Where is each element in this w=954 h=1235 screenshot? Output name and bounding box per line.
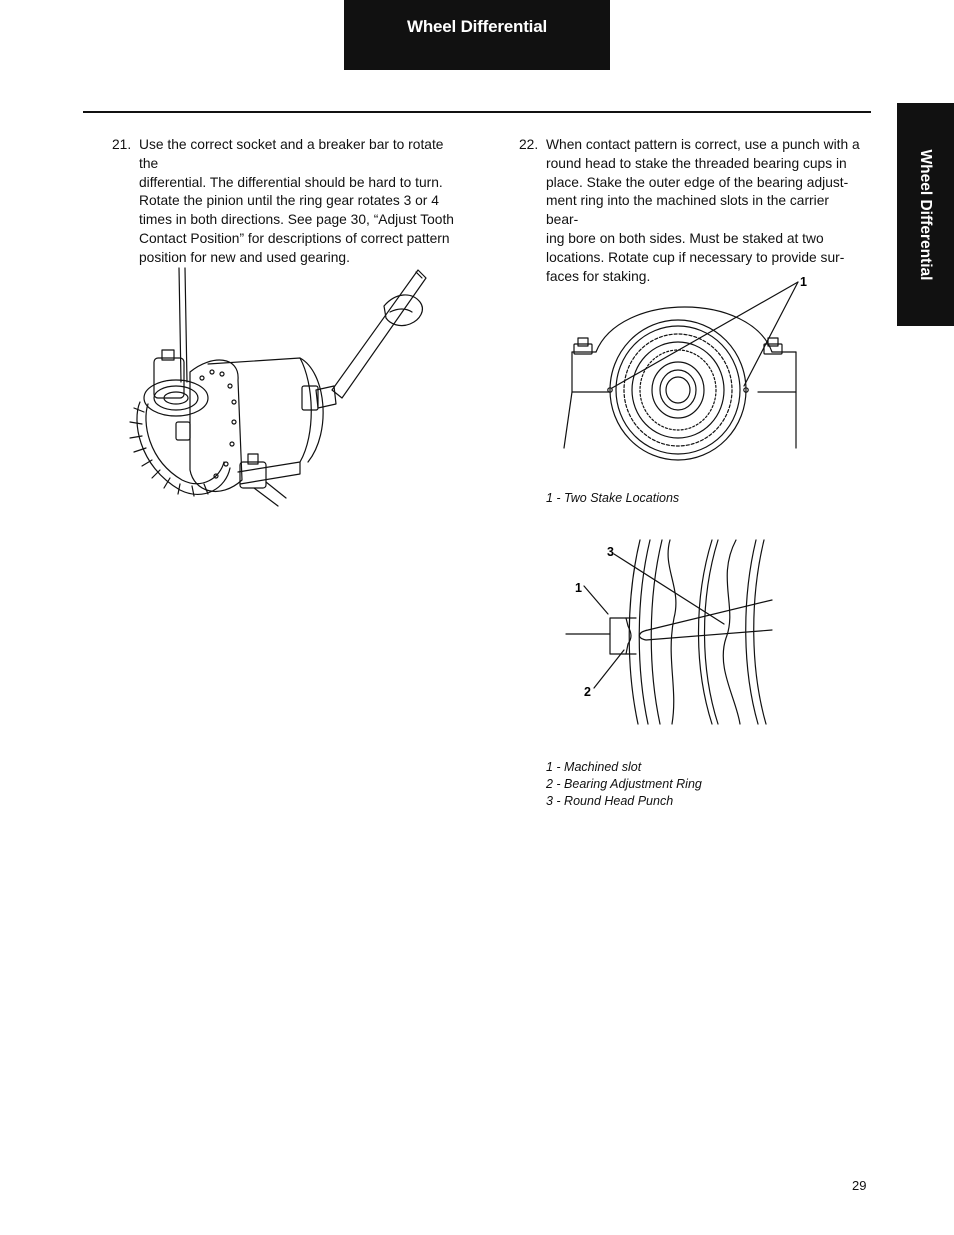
stake-callout: 1 — [800, 275, 807, 289]
side-tab — [897, 103, 954, 326]
slot-callout: 1 — [575, 581, 582, 595]
step-line: ment ring into the machined slots in the carrier bear- — [546, 193, 829, 228]
caption-line: 1 - Machined slot — [546, 760, 642, 774]
caption-line: 3 - Round Head Punch — [546, 794, 674, 808]
side-tab-label: Wheel Differential — [917, 149, 934, 281]
step-text — [546, 136, 864, 286]
step-line: ing bore on both sides. Must be staked at two — [546, 230, 824, 246]
ring-callout: 2 — [584, 685, 591, 699]
step-line: locations. Rotate cup if necessary to provide sur- — [546, 249, 845, 265]
step-line: place. Stake the outer edge of the bearing adjust- — [546, 174, 849, 190]
figure2-captions — [546, 759, 702, 810]
step-line: faces for staking. — [546, 268, 651, 284]
staking-detail-diagram — [566, 538, 776, 728]
page-number: 29 — [852, 1178, 867, 1193]
header-rule — [83, 111, 871, 113]
caption-line: 2 - Bearing Adjustment Ring — [546, 777, 702, 791]
step-line: times in both directions. See page 30, “Adjust Tooth — [139, 212, 454, 228]
header-title: Wheel Differential — [407, 17, 547, 36]
step-line: When contact pattern is correct, use a punch with a — [546, 137, 860, 152]
bearing-cup-stake-locations-diagram — [560, 272, 810, 457]
figure1-caption: 1 - Two Stake Locations — [546, 491, 680, 505]
step-number: 22. — [519, 137, 539, 152]
punch-callout: 3 — [607, 545, 614, 559]
header-tab — [344, 0, 610, 70]
step-line: Contact Position” for descriptions of correct pattern — [139, 230, 450, 246]
step-line: Use the correct socket and a breaker bar to rotate the — [139, 137, 444, 171]
step-number: 21. — [112, 137, 132, 152]
step-line: round head to stake the threaded bearing cups in — [546, 155, 847, 171]
differential-breaker-bar-illustration — [120, 262, 430, 512]
step-text — [139, 136, 457, 268]
step-line: Rotate the pinion until the ring gear rotates 3 or 4 — [139, 193, 439, 209]
step-line: differential. The differential should be hard to turn. — [139, 174, 443, 190]
step-line: position for new and used gearing. — [139, 249, 350, 265]
